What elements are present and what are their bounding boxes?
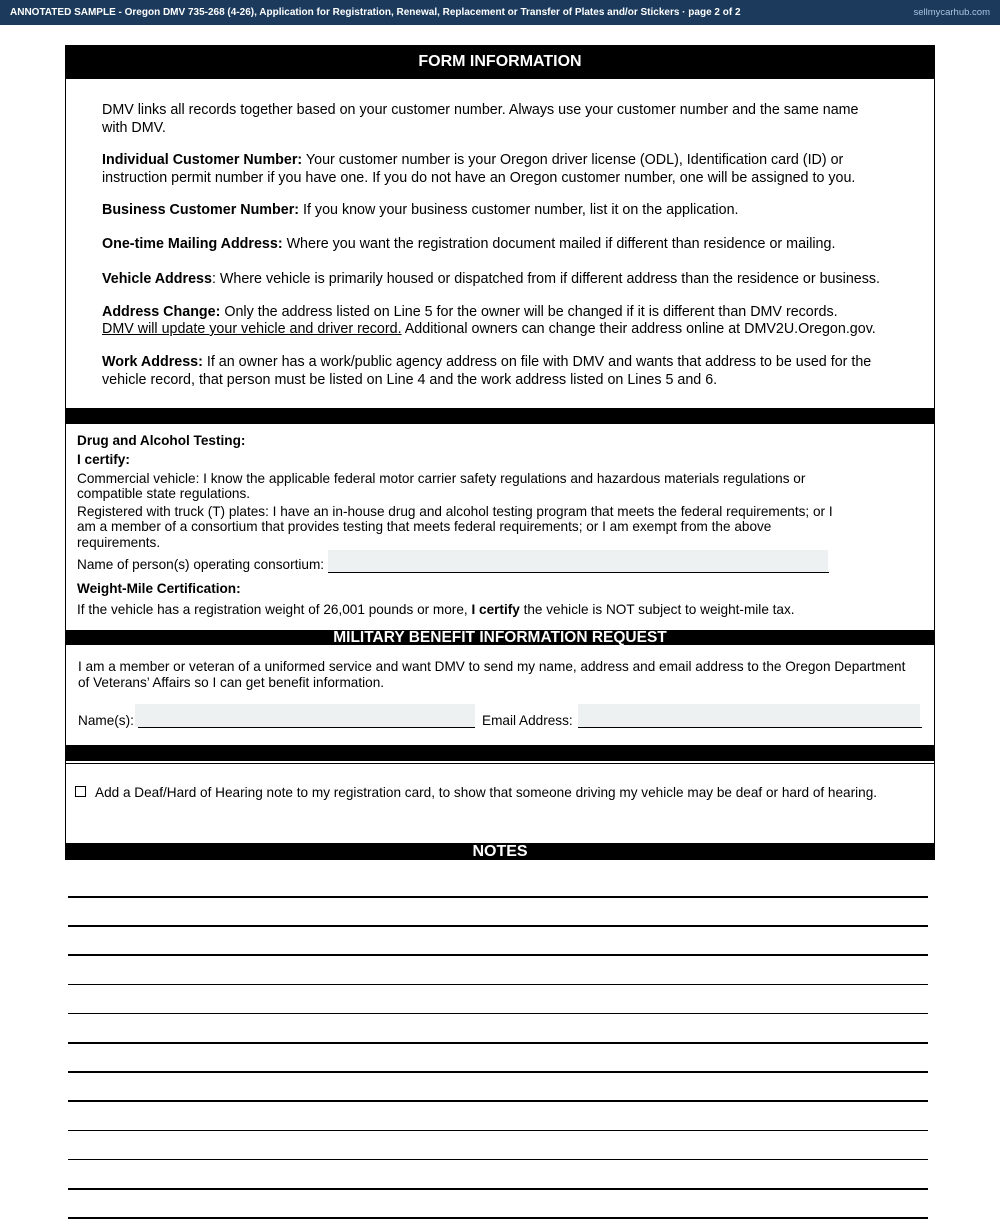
names-underline xyxy=(138,727,475,728)
weight-mile-certify: I certify xyxy=(471,602,520,617)
business-label: Business Customer Number: xyxy=(102,202,300,218)
business-customer-number xyxy=(102,202,739,219)
drug-alcohol-heading: Drug and Alcohol Testing: xyxy=(77,433,246,448)
mailing-label: One-time Mailing Address: xyxy=(102,236,283,252)
work-address-text-2: vehicle record, that person must be listed on Line 4 and the work address listed on Lines 5 and 6. xyxy=(102,372,718,388)
address-change-underlined: DMV will update your vehicle and driver record. xyxy=(102,321,402,337)
work-address-text-1: If an owner has a work/public agency address on file with DMV and wants that address to be used for the xyxy=(202,354,872,370)
separator-thin-line xyxy=(65,763,935,764)
notes-line[interactable] xyxy=(68,1071,928,1073)
business-text: If you know your business customer number, list it on the application. xyxy=(299,202,739,218)
names-label: Name(s): xyxy=(78,713,134,728)
work-address-line-1 xyxy=(102,354,871,371)
form-information-heading: FORM INFORMATION xyxy=(65,45,935,79)
truck-plates-line-1: Registered with truck (T) plates: I have an in-house drug and alcohol testing program that meets the federal requirements; or I xyxy=(77,504,833,519)
individual-text-2: instruction permit number if you have one. If you do not have an Oregon customer number, one will be assigned to you. xyxy=(102,170,856,186)
notes-line[interactable] xyxy=(68,1159,928,1161)
email-label: Email Address: xyxy=(482,713,573,728)
notes-line[interactable] xyxy=(68,984,928,986)
email-underline xyxy=(578,727,922,728)
notes-line[interactable] xyxy=(68,1042,928,1044)
notes-line[interactable] xyxy=(68,1130,928,1132)
address-change-line-1 xyxy=(102,304,838,321)
military-text-2: of Veterans’ Affairs so I can get benefit information. xyxy=(78,675,385,690)
intro-line-2: with DMV. xyxy=(102,120,166,136)
consortium-name-field[interactable] xyxy=(328,550,828,572)
individual-text-1: Your customer number is your Oregon driver license (ODL), Identification card (ID) or xyxy=(302,152,844,168)
intro-line-1: DMV links all records together based on your customer number. Always use your customer number and the same name xyxy=(102,102,859,118)
weight-mile-text-c: the vehicle is NOT subject to weight-mile tax. xyxy=(519,602,795,617)
consortium-underline xyxy=(328,572,829,573)
weight-mile-text xyxy=(77,602,795,618)
banner-brand-link[interactable]: sellmycarhub.com xyxy=(913,7,990,18)
deaf-hard-of-hearing-text: Add a Deaf/Hard of Hearing note to my registration card, to show that someone driving my vehicle may be deaf or hard of hearing. xyxy=(95,785,878,800)
one-time-mailing-address xyxy=(102,236,835,253)
vehicle-address xyxy=(102,271,880,288)
top-banner xyxy=(0,0,1000,25)
address-change-text-2: Additional owners can change their address online at DMV2U.Oregon.gov. xyxy=(401,321,876,337)
notes-line[interactable] xyxy=(68,954,928,956)
address-change-text-1: Only the address listed on Line 5 for the owner will be changed if it is different than DMV records. xyxy=(220,304,838,320)
work-address-label: Work Address: xyxy=(102,354,203,370)
section-separator-bar-2 xyxy=(65,745,935,761)
banner-title: ANNOTATED SAMPLE - Oregon DMV 735-268 (4-26), Application for Registration, Renewal, Replacement or Transfer of Plates and/or Stickers · page 2 of 2 xyxy=(10,7,741,18)
notes-heading: NOTES xyxy=(65,843,935,860)
address-change-label: Address Change: xyxy=(102,304,221,320)
mailing-text: Where you want the registration document mailed if different than residence or mailing. xyxy=(282,236,836,252)
vehicle-address-text: : Where vehicle is primarily housed or dispatched from if different address than the residence or business. xyxy=(211,271,880,287)
military-text-1: I am a member or veteran of a uniformed service and want DMV to send my name, address and email address to the Oregon Department xyxy=(78,659,906,674)
individual-customer-number-line-1 xyxy=(102,152,843,169)
notes-line[interactable] xyxy=(68,1188,928,1190)
section-separator-bar xyxy=(65,408,935,424)
notes-line[interactable] xyxy=(68,925,928,927)
vehicle-address-label: Vehicle Address xyxy=(102,271,212,287)
weight-mile-text-a: If the vehicle has a registration weight of 26,001 pounds or more, xyxy=(77,602,472,617)
commercial-vehicle-line-2: compatible state regulations. xyxy=(77,486,251,501)
address-change-line-2 xyxy=(102,321,876,338)
deaf-hard-of-hearing-checkbox[interactable] xyxy=(75,786,86,797)
consortium-label: Name of person(s) operating consortium: xyxy=(77,557,325,572)
notes-line[interactable] xyxy=(68,1013,928,1015)
notes-line[interactable] xyxy=(68,1100,928,1102)
email-field[interactable] xyxy=(578,704,920,727)
military-benefit-heading: MILITARY BENEFIT INFORMATION REQUEST xyxy=(65,630,935,645)
individual-label: Individual Customer Number: xyxy=(102,152,303,168)
names-field[interactable] xyxy=(135,704,475,727)
notes-line[interactable] xyxy=(68,1217,928,1219)
notes-line[interactable] xyxy=(68,896,928,898)
commercial-vehicle-line-1: Commercial vehicle: I know the applicable federal motor carrier safety regulations and hazardous materials regulations or xyxy=(77,471,806,486)
truck-plates-line-2: am a member of a consortium that provides testing that meets federal requirements; or I am exempt from the above xyxy=(77,519,772,534)
drug-certify-label: I certify: xyxy=(77,452,130,467)
truck-plates-line-3: requirements. xyxy=(77,535,161,550)
weight-mile-heading: Weight-Mile Certification: xyxy=(77,581,241,596)
